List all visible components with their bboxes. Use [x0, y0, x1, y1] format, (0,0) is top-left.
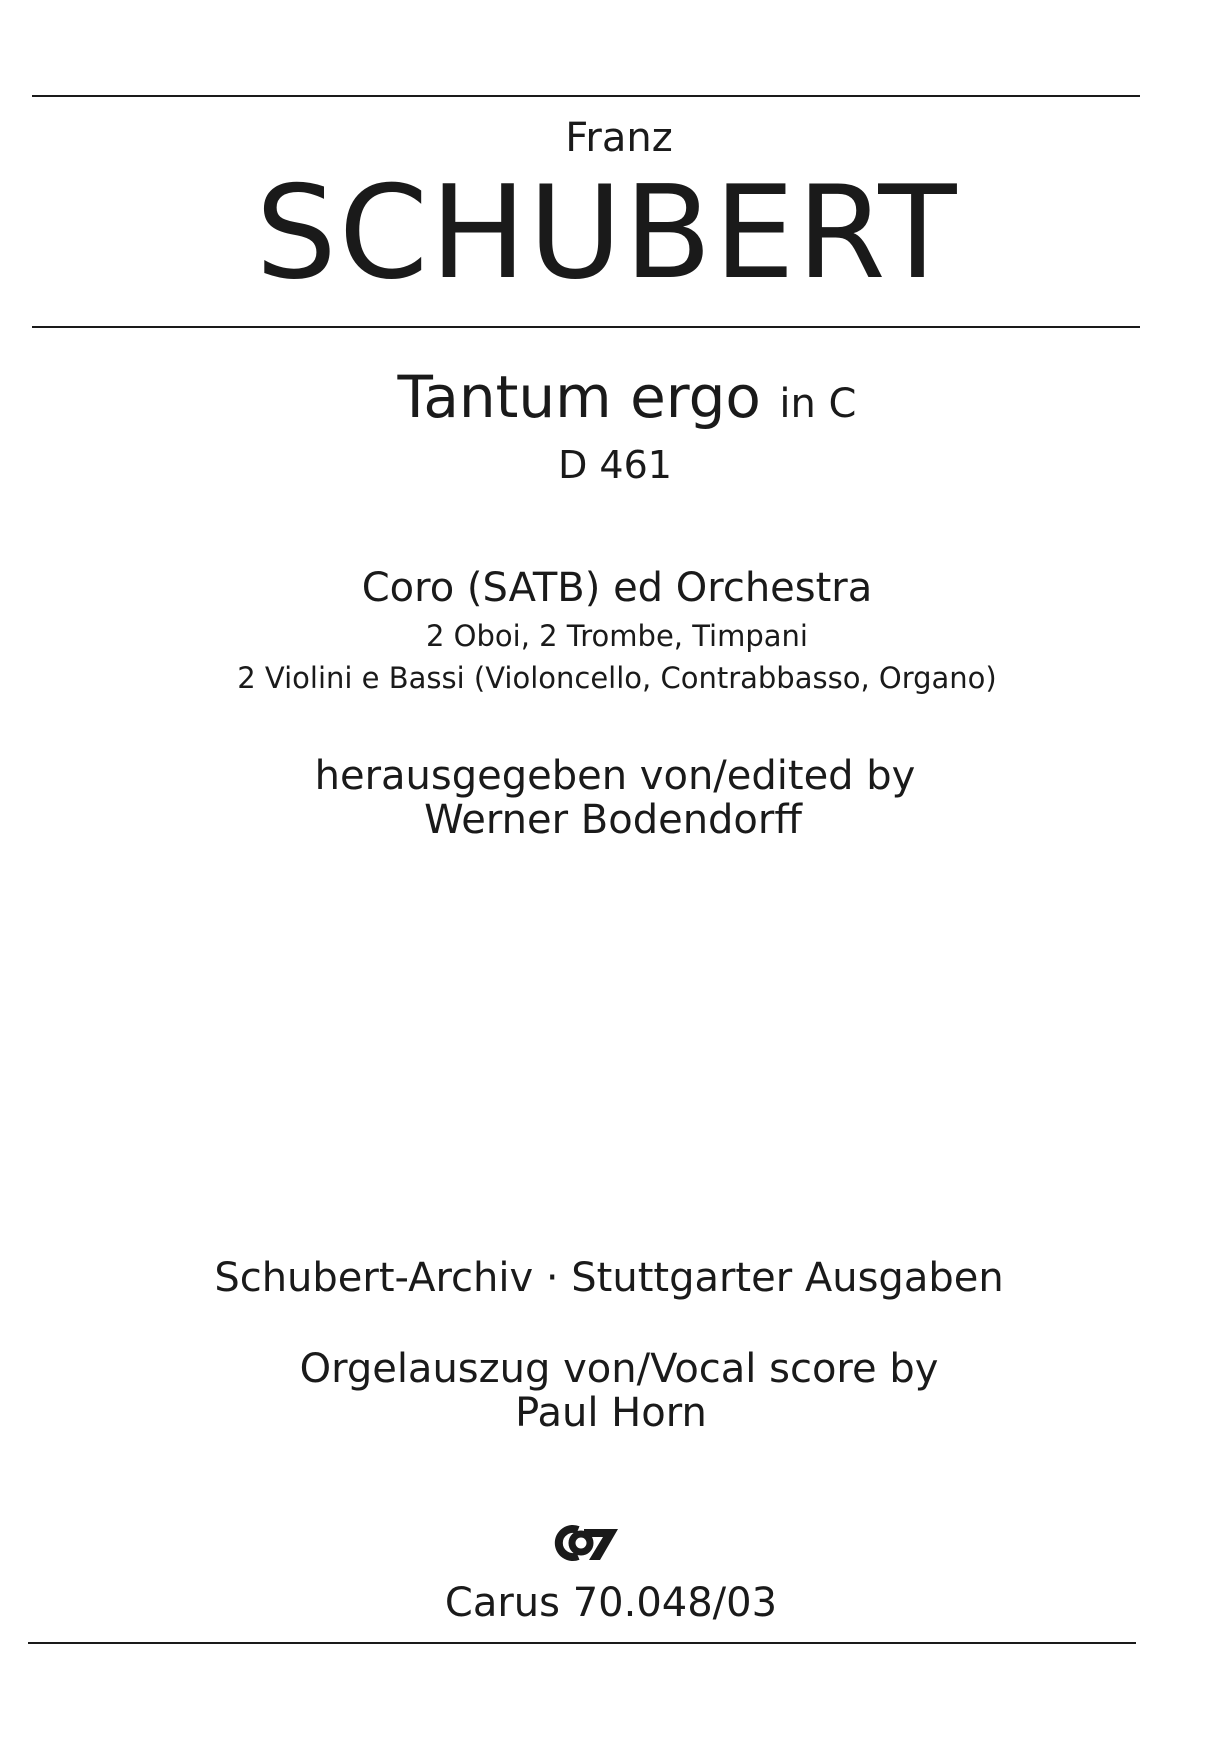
- composer-rule: [32, 326, 1140, 328]
- top-rule: [32, 95, 1140, 97]
- work-key: in C: [779, 381, 857, 427]
- editor-label: herausgegeben von/edited by: [314, 753, 916, 799]
- series-name: Schubert-Archiv · Stuttgarter Ausgaben: [214, 1255, 1004, 1301]
- vocal-score-label: Orgelauszug von/Vocal score by: [299, 1346, 939, 1392]
- work-title-line: [20, 363, 1214, 431]
- scoring-instruments-line1: 2 Oboi, 2 Trombe, Timpani: [426, 619, 808, 653]
- scoring-main: Coro (SATB) ed Orchestra: [361, 565, 873, 611]
- bottom-rule: [28, 1642, 1136, 1644]
- scoring-instruments-line2: 2 Violini e Bassi (Violoncello, Contrabbasso, Organo): [237, 661, 997, 695]
- editor-name: Werner Bodendorff: [424, 797, 802, 843]
- composer-first-name: Franz: [565, 115, 673, 161]
- carus-logo-icon: [548, 1524, 620, 1562]
- work-title: Tantum ergo: [397, 363, 761, 431]
- composer-last-name: SCHUBERT: [255, 159, 959, 308]
- vocal-score-name: Paul Horn: [515, 1390, 707, 1436]
- publisher-catalog-number: Carus 70.048/03: [444, 1580, 778, 1626]
- work-catalog-number: D 461: [558, 443, 672, 487]
